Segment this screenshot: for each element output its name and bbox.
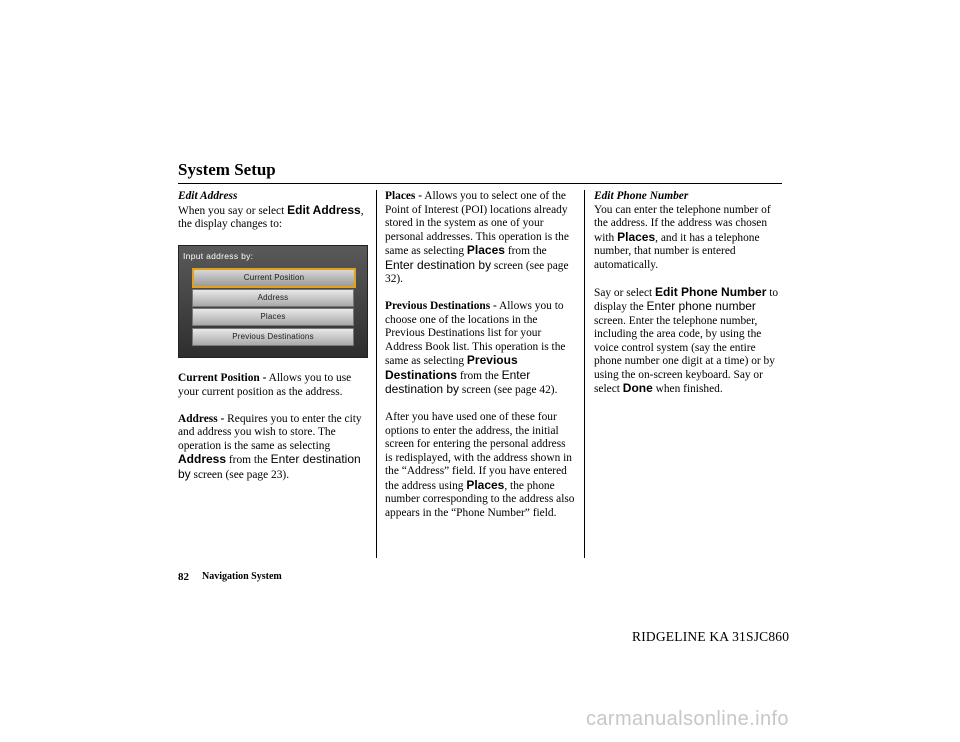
document-code: RIDGELINE KA 31SJC860 [632, 629, 790, 644]
edit-phone-heading: Edit Phone Number [594, 190, 689, 202]
places-paragraph: Places - Allows you to select one of the Point of Interest (POI) locations already stored in the system as one of your personal addresses. This operation is the same as selecting Places from the Enter destination by screen (see page 32). [385, 190, 569, 285]
watermark: carmanualsonline.info [586, 708, 789, 730]
footer-title: Navigation System [202, 571, 282, 582]
column-options [385, 190, 575, 534]
previous-destinations-paragraph: Previous Destinations - Allows you to choose one of the locations in the Previous Destinations list for your Address Book list. This operation is the same as selecting Previous Destinations from the Enter destination by screen (see page 42). [385, 300, 566, 396]
current-position-button[interactable]: Current Position [192, 268, 356, 288]
column-divider [584, 190, 585, 558]
page-number: 82 [178, 571, 189, 583]
column-edit-address [178, 190, 368, 496]
screen-title: Input address by: [183, 251, 254, 261]
section-title: System Setup [178, 160, 276, 179]
edit-phone-paragraph-2: Say or select Edit Phone Number to display the Enter phone number screen. Enter the telephone number, including the area code, by using the voice control system (say the entire phone number one digit at a time) or by using the on-screen keyboard. Say or select Done when finished. [594, 284, 779, 395]
edit-address-heading: Edit Address [178, 190, 238, 202]
address-button[interactable]: Address [192, 289, 354, 307]
title-rule [178, 183, 782, 184]
edit-address-intro: When you say or select Edit Address, the display changes to: [178, 202, 364, 230]
previous-destinations-button[interactable]: Previous Destinations [192, 328, 354, 346]
column-edit-phone [594, 190, 784, 410]
after-paragraph: After you have used one of these four options to enter the address, the initial screen for entering the personal address is redisplayed, with the address shown in the “Address” field. If you have entered the address using Places, the phone number corresponding to the address also appears in the “Phone Number” field. [385, 411, 575, 519]
current-position-paragraph: Current Position - Allows you to use your current position as the address. [178, 372, 352, 398]
edit-phone-paragraph-1: You can enter the telephone number of the address. If the address was chosen with Places, and it has a telephone number, that number is entered automatically. [594, 203, 771, 271]
places-button[interactable]: Places [192, 308, 354, 326]
input-address-screen [178, 245, 368, 358]
address-paragraph: Address - Requires you to enter the city and address you wish to store. The operation is the same as selecting Address from the Enter destination by screen (see page 23). [178, 412, 362, 481]
column-divider [376, 190, 377, 558]
